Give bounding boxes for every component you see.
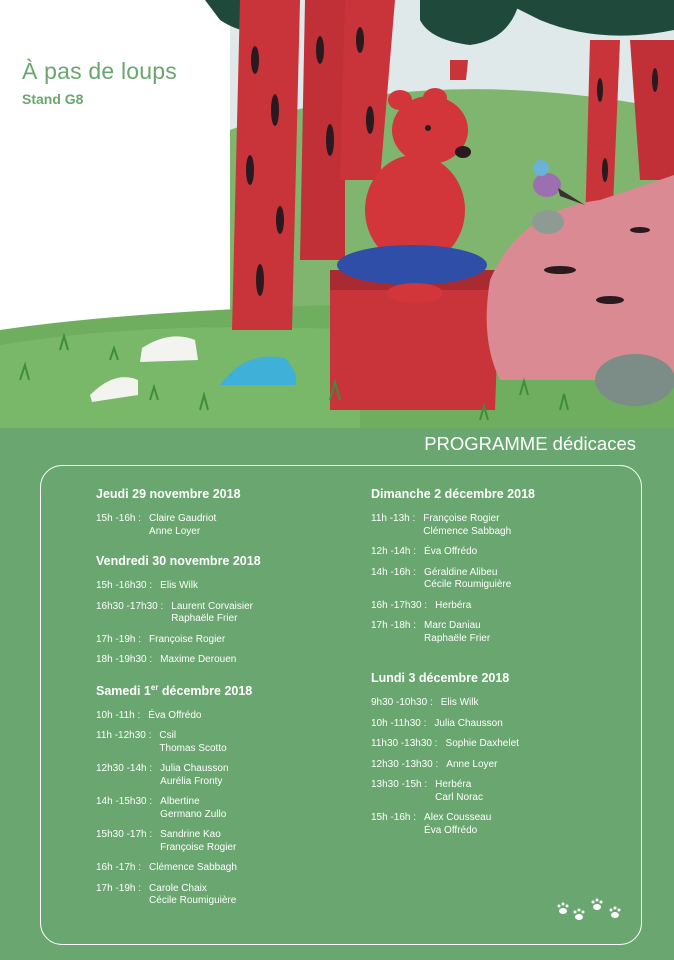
author-name: Anne Loyer [446, 758, 498, 770]
slot-time: 16h -17h30 : [371, 599, 428, 611]
day-heading [96, 683, 346, 698]
slot-authors [149, 634, 225, 647]
slot-authors [434, 718, 502, 731]
author-name: Albertine [160, 796, 200, 808]
author-name: Germano Zullo [160, 808, 227, 820]
schedule-slot [96, 883, 346, 908]
schedule-slot [371, 738, 621, 751]
day-group [96, 683, 346, 908]
slot-authors [149, 513, 216, 538]
slot-authors [171, 601, 253, 626]
slot-time: 11h -12h30 : [96, 730, 152, 742]
slot-time: 13h30 -15h : [371, 779, 428, 790]
slot-time: 15h -16h30 : [96, 580, 153, 591]
author-name: Éva Offrédo [424, 824, 478, 836]
schedule-slot [96, 634, 346, 647]
programme-title: PROGRAMME dédicaces [424, 433, 636, 454]
schedule-slot [96, 710, 346, 723]
slot-time: 15h30 -17h : [96, 829, 153, 841]
schedule-slot [96, 513, 346, 538]
author-name: Sandrine Kao [160, 829, 221, 841]
slot-time: 14h -15h30 : [96, 796, 153, 808]
slot-time: 17h -19h : [96, 882, 142, 894]
slot-authors [159, 730, 226, 755]
slot-authors [446, 738, 519, 751]
slot-time: 15h -16h : [96, 513, 142, 524]
slot-authors [441, 697, 479, 710]
schedule-slot [371, 546, 621, 559]
author-name: Julia Chausson [434, 717, 503, 729]
author-name: Maxime Derouen [160, 654, 237, 665]
illustration [0, 0, 674, 432]
author-name: Elis Wilk [440, 697, 479, 708]
author-name: Françoise Rogier [160, 841, 237, 853]
author-name: Herbéra [435, 599, 472, 611]
day-group [371, 671, 621, 837]
day-heading-sup: er [150, 682, 159, 692]
slot-authors [424, 812, 491, 837]
author-name: Raphaële Frier [424, 632, 491, 644]
author-name: Sophie Daxhelet [445, 738, 519, 749]
schedule-slot [371, 697, 621, 710]
publisher-name: À pas de loups [22, 58, 177, 84]
slot-authors [424, 546, 477, 559]
schedule-slot [96, 580, 346, 593]
schedule-slot [371, 759, 621, 772]
slot-authors [423, 513, 511, 538]
slot-authors [160, 654, 236, 667]
schedule-slot [96, 601, 346, 626]
schedule-slot [371, 779, 621, 804]
day-group [371, 487, 621, 645]
author-name: Éva Offrédo [424, 546, 478, 557]
slot-authors [435, 779, 483, 804]
slot-authors [148, 710, 201, 723]
author-name: Anne Loyer [149, 525, 201, 537]
schedule-slot [96, 862, 346, 875]
schedule-slot [371, 513, 621, 538]
slot-authors [446, 759, 497, 772]
paw-prints-icon [555, 897, 625, 927]
schedule-slot [371, 600, 621, 613]
day-group [96, 554, 346, 667]
author-name: Françoise Rogier [149, 633, 226, 645]
slot-authors [424, 567, 511, 592]
slot-authors [424, 620, 490, 645]
author-name: Cécile Roumiguière [424, 579, 512, 590]
day-heading: Jeudi 29 novembre 2018 [96, 487, 241, 501]
slot-time: 9h30 -10h30 : [371, 697, 433, 708]
slot-authors [149, 862, 237, 875]
schedule-slot [371, 620, 621, 645]
schedule-slot [96, 763, 346, 788]
author-name: Éva Offrédo [148, 709, 202, 721]
author-name: Clémence Sabbagh [423, 525, 512, 537]
slot-time: 12h30 -14h : [96, 763, 153, 775]
slot-time: 12h30 -13h30 : [371, 758, 439, 770]
schedule-slot [371, 718, 621, 731]
slot-time: 15h -16h : [371, 812, 417, 823]
schedule-slot [371, 812, 621, 837]
slot-authors [435, 600, 471, 613]
schedule-slot [371, 567, 621, 592]
slot-time: 18h -19h30 : [96, 654, 153, 665]
slot-authors [160, 829, 236, 854]
slot-time: 11h -13h : [371, 513, 416, 524]
stand-label: Stand G8 [22, 91, 84, 107]
author-name: Laurent Corvaisier [171, 600, 253, 612]
day-heading-suffix: décembre 2018 [158, 683, 253, 698]
slot-time: 10h -11h30 : [371, 717, 427, 729]
author-name: Géraldine Alibeu [424, 566, 498, 578]
day-heading-prefix: Samedi 1 [96, 683, 151, 698]
schedule-slot [96, 730, 346, 755]
author-name: Carl Norac [435, 791, 483, 803]
slot-time: 10h -11h : [96, 709, 141, 721]
day-heading: Dimanche 2 décembre 2018 [371, 487, 535, 501]
author-name: Claire Gaudriot [149, 513, 217, 524]
slot-time: 16h30 -17h30 : [96, 600, 164, 612]
schedule-slot [96, 796, 346, 821]
slot-authors [160, 796, 226, 821]
author-name: Françoise Rogier [423, 513, 500, 524]
author-name: Clémence Sabbagh [149, 862, 237, 874]
slot-time: 17h -18h : [371, 620, 417, 631]
slot-authors [149, 883, 236, 908]
author-name: Alex Cousseau [424, 812, 492, 823]
author-name: Cécile Roumiguière [149, 895, 237, 907]
schedule-slot [96, 829, 346, 854]
schedule-right-column [371, 487, 621, 850]
day-group [96, 487, 346, 538]
day-heading: Vendredi 30 novembre 2018 [96, 554, 261, 568]
author-name: Julia Chausson [160, 763, 229, 775]
slot-time: 17h -19h : [96, 633, 142, 645]
author-name: Thomas Scotto [159, 742, 227, 754]
day-heading: Lundi 3 décembre 2018 [371, 671, 510, 685]
slot-time: 16h -17h : [96, 862, 142, 874]
slot-authors [160, 580, 198, 593]
author-name: Aurélia Fronty [160, 775, 223, 787]
slot-time: 12h -14h : [371, 546, 417, 557]
slot-authors [160, 763, 228, 788]
author-name: Csil [159, 730, 177, 742]
author-name: Marc Daniau [424, 620, 481, 631]
slot-time: 11h30 -13h30 : [371, 738, 438, 749]
slot-time: 14h -16h : [371, 566, 417, 578]
author-name: Herbéra [435, 779, 472, 790]
author-name: Elis Wilk [160, 580, 198, 591]
author-name: Carole Chaix [149, 882, 207, 894]
author-name: Raphaële Frier [171, 613, 238, 624]
schedule-slot [96, 654, 346, 667]
schedule-left-column [96, 487, 346, 921]
